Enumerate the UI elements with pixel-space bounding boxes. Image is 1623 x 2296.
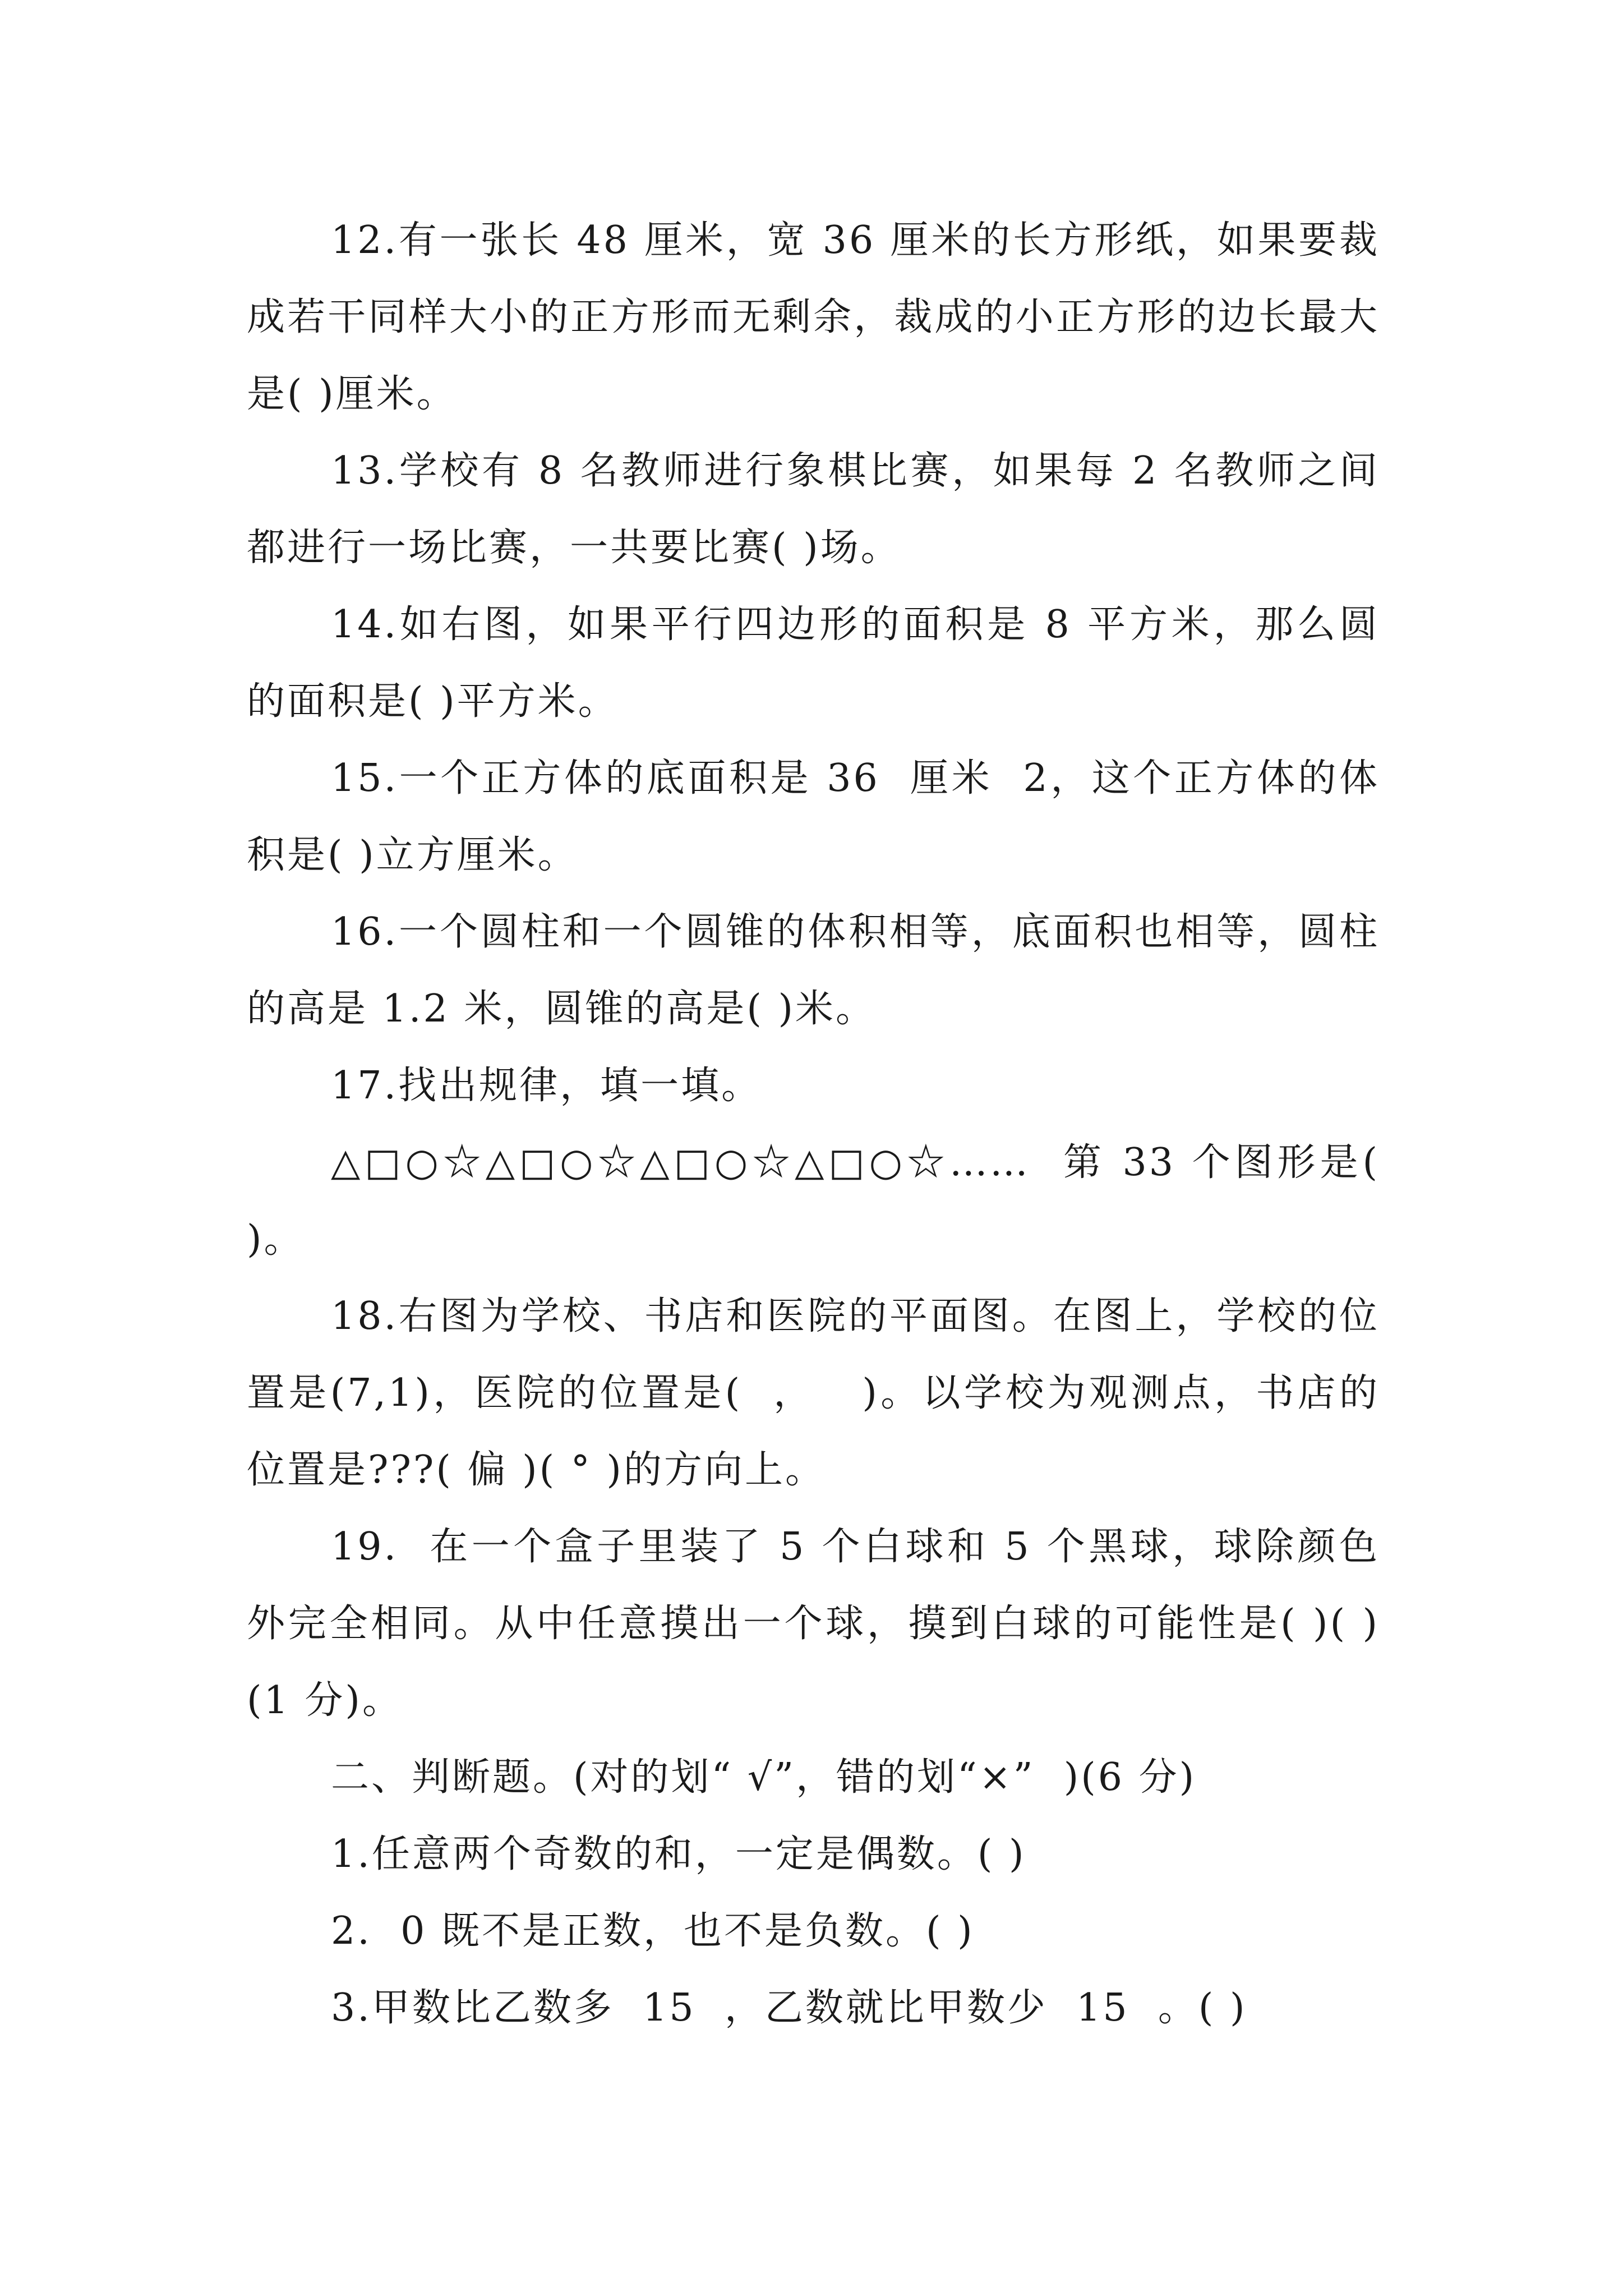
section-2-heading: 二、判断题。(对的划“ √”，错的划“×” )(6 分)	[331, 1755, 1197, 1800]
question-14: 14.如右图，如果平行四边形的面积是 8 平方米，那么圆的面积是( )平方米。	[247, 602, 1380, 724]
question-18: 18.右图为学校、书店和医院的平面图。在图上，学校的位置是(7,1)，医院的位置是( ， )。以学校为观测点，书店的位置是???( 偏 )( ° )的方向上。	[247, 1294, 1380, 1492]
question-17: 17.找出规律，填一填。	[331, 1064, 762, 1108]
judgement-item-2: 2. 0 既不是正数，也不是负数。( )	[331, 1909, 975, 1953]
question-16: 16.一个圆柱和一个圆锥的体积相等，底面积也相等，圆柱的高是 1.2 米，圆锥的高是( )米。	[247, 910, 1380, 1031]
question-19: 19. 在一个盒子里装了 5 个白球和 5 个黑球，球除颜色外完全相同。从中任意摸出一个球，摸到白球的可能性是( )( ) (1 分)。	[247, 1525, 1409, 1723]
document-body	[247, 202, 1409, 2046]
question-17-pattern: △□○☆△□○☆△□○☆△□○☆…… 第 33 个图形是( )。	[247, 1140, 1394, 1262]
question-15: 15.一个正方体的底面积是 36 厘米 2，这个正方体的体积是( )立方厘米。	[247, 756, 1380, 877]
judgement-item-1: 1.任意两个奇数的和，一定是偶数。( )	[331, 1832, 1026, 1876]
judgement-item-3: 3.甲数比乙数多 15 ，乙数就比甲数少 15 。( )	[331, 1986, 1247, 2030]
question-13: 13.学校有 8 名教师进行象棋比赛，如果每 2 名教师之间都进行一场比赛，一共要比赛( )场。	[247, 449, 1380, 570]
question-12: 12.有一张长 48 厘米，宽 36 厘米的长方形纸，如果要裁成若干同样大小的正方形而无剩余，裁成的小正方形的边长最大是( )厘米。	[247, 218, 1380, 416]
